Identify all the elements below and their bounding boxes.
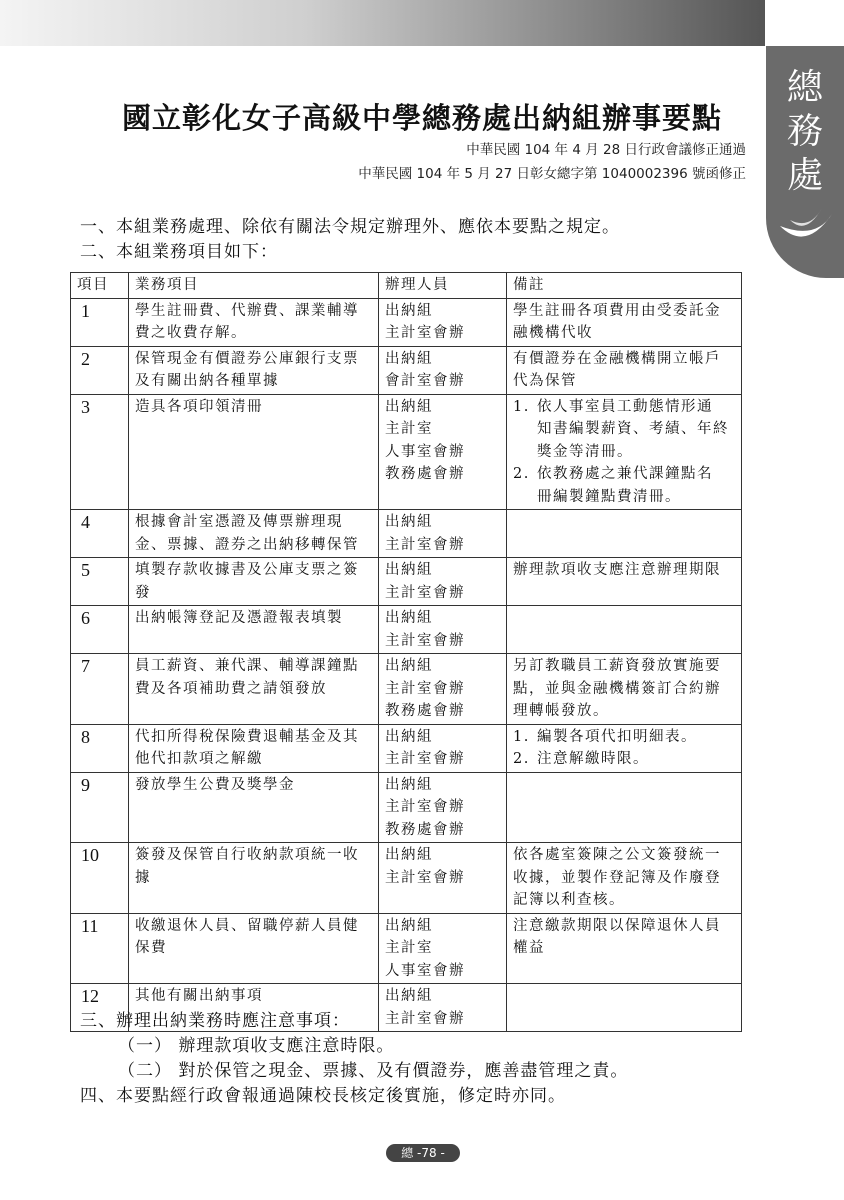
duty-item: 造具各項印領清冊 <box>129 394 379 510</box>
row-number: 12 <box>71 984 129 1032</box>
table-row <box>71 724 742 772</box>
table-header-row <box>71 273 742 299</box>
remark: 有價證券在金融機構開立帳戶 代為保管 <box>507 346 742 394</box>
responsible-staff: 出納組 主計室會辦 教務處會辦 <box>379 772 507 843</box>
leaf-ornament-icon <box>776 196 836 256</box>
table-row <box>71 558 742 606</box>
header-cell: 項目 <box>71 273 129 299</box>
responsible-staff: 出納組 主計室會辦 <box>379 984 507 1032</box>
remark-list-number: 1. <box>513 398 530 415</box>
page-number: 總 -78 - <box>386 1144 460 1162</box>
responsible-staff: 出納組 主計室 人事室會辦 教務處會辦 <box>379 394 507 510</box>
remark-list-item <box>513 396 735 464</box>
responsible-staff: 出納組 主計室會辦 <box>379 558 507 606</box>
header-cell: 業務項目 <box>129 273 379 299</box>
row-number: 2 <box>71 346 129 394</box>
remark: 學生註冊各項費用由受委託金 融機構代收 <box>507 298 742 346</box>
remark: 依各處室簽陳之公文簽發統一 收據，並製作登記簿及作廢登 記簿以利查核。 <box>507 843 742 914</box>
document-title: 國立彰化女子高級中學總務處出納組辦事要點 <box>121 101 722 135</box>
responsible-staff: 出納組 主計室會辦 <box>379 724 507 772</box>
duty-item: 發放學生公費及獎學金 <box>129 772 379 843</box>
remark-list-item <box>513 748 735 771</box>
table-row <box>71 913 742 984</box>
duties-table <box>70 272 742 1032</box>
paragraph: 二、本組業務項目如下： <box>80 242 278 262</box>
amendment-line: 中華民國 104 年 4 月 28 日行政會議修正通過 <box>466 142 746 158</box>
responsible-staff: 出納組 主計室會辦 <box>379 843 507 914</box>
amendment-line: 中華民國 104 年 5 月 27 日彰女總字第 1040002396 號函修正 <box>358 166 746 182</box>
duty-item: 其他有關出納事項 <box>129 984 379 1032</box>
remark <box>507 510 742 558</box>
responsible-staff: 出納組 主計室 人事室會辦 <box>379 913 507 984</box>
row-number: 6 <box>71 606 129 654</box>
row-number: 9 <box>71 772 129 843</box>
duty-item: 員工薪資、兼代課、輔導課鐘點 費及各項補助費之請領發放 <box>129 654 379 725</box>
list-item: （二） 對於保管之現金、票據、及有價證券，應善盡管理之責。 <box>118 1061 629 1081</box>
remark: 注意繳款期限以保障退休人員 權益 <box>507 913 742 984</box>
remark <box>507 772 742 843</box>
row-number: 1 <box>71 298 129 346</box>
duty-item: 出納帳簿登記及憑證報表填製 <box>129 606 379 654</box>
remark <box>507 394 742 510</box>
responsible-staff: 出納組 會計室會辦 <box>379 346 507 394</box>
responsible-staff: 出納組 主計室會辦 <box>379 606 507 654</box>
table-row <box>71 654 742 725</box>
table-row <box>71 843 742 914</box>
duty-item: 收繳退休人員、留職停薪人員健 保費 <box>129 913 379 984</box>
remark-list-text: 依人事室員工動態情形通 知書編製薪資、考績、年終 獎金等清冊。 <box>537 398 729 460</box>
row-number: 10 <box>71 843 129 914</box>
duty-item: 根據會計室憑證及傳票辦理現 金、票據、證券之出納移轉保管 <box>129 510 379 558</box>
list-item: （一） 辦理款項收支應注意時限。 <box>118 1036 395 1056</box>
row-number: 4 <box>71 510 129 558</box>
remark <box>507 724 742 772</box>
side-tab-label: 總 務 處 <box>786 67 823 196</box>
paragraph: 一、本組業務處理、除依有關法令規定辦理外、應依本要點之規定。 <box>80 217 620 237</box>
table-row <box>71 606 742 654</box>
remark-list-number: 1. <box>513 728 530 745</box>
duty-item: 學生註冊費、代辦費、課業輔導 費之收費存解。 <box>129 298 379 346</box>
remark: 另訂教職員工薪資發放實施要 點，並與金融機構簽訂合約辦 理轉帳發放。 <box>507 654 742 725</box>
remark-list-item <box>513 463 735 508</box>
row-number: 11 <box>71 913 129 984</box>
top-banner <box>0 0 765 46</box>
header-cell: 備註 <box>507 273 742 299</box>
table-row <box>71 346 742 394</box>
row-number: 7 <box>71 654 129 725</box>
remark-list-text: 編製各項代扣明細表。 <box>537 728 697 745</box>
table-row <box>71 394 742 510</box>
row-number: 3 <box>71 394 129 510</box>
header-cell: 辦理人員 <box>379 273 507 299</box>
remark: 辦理款項收支應注意辦理期限 <box>507 558 742 606</box>
row-number: 8 <box>71 724 129 772</box>
table-row <box>71 298 742 346</box>
paragraph: 三、辦理出納業務時應注意事項： <box>80 1011 350 1031</box>
table-row <box>71 772 742 843</box>
responsible-staff: 出納組 主計室會辦 <box>379 510 507 558</box>
remark <box>507 984 742 1032</box>
paragraph: 四、本要點經行政會報通過陳校長核定後實施，修定時亦同。 <box>80 1086 566 1106</box>
responsible-staff: 出納組 主計室會辦 教務處會辦 <box>379 654 507 725</box>
remark-list-item <box>513 726 735 749</box>
remark <box>507 606 742 654</box>
duty-item: 填製存款收據書及公庫支票之簽 發 <box>129 558 379 606</box>
duty-item: 代扣所得稅保險費退輔基金及其 他代扣款項之解繳 <box>129 724 379 772</box>
table-row <box>71 510 742 558</box>
responsible-staff: 出納組 主計室會辦 <box>379 298 507 346</box>
row-number: 5 <box>71 558 129 606</box>
remark-list-number: 2. <box>513 751 530 767</box>
remark-list-number: 2. <box>513 466 530 482</box>
remark-list-text: 依教務處之兼代課鐘點名 冊編製鐘點費清冊。 <box>537 466 713 505</box>
side-tab <box>766 46 844 278</box>
duty-item: 簽發及保管自行收納款項統一收 據 <box>129 843 379 914</box>
duty-item: 保管現金有價證券公庫銀行支票 及有關出納各種單據 <box>129 346 379 394</box>
remark-list-text: 注意解繳時限。 <box>537 751 649 767</box>
